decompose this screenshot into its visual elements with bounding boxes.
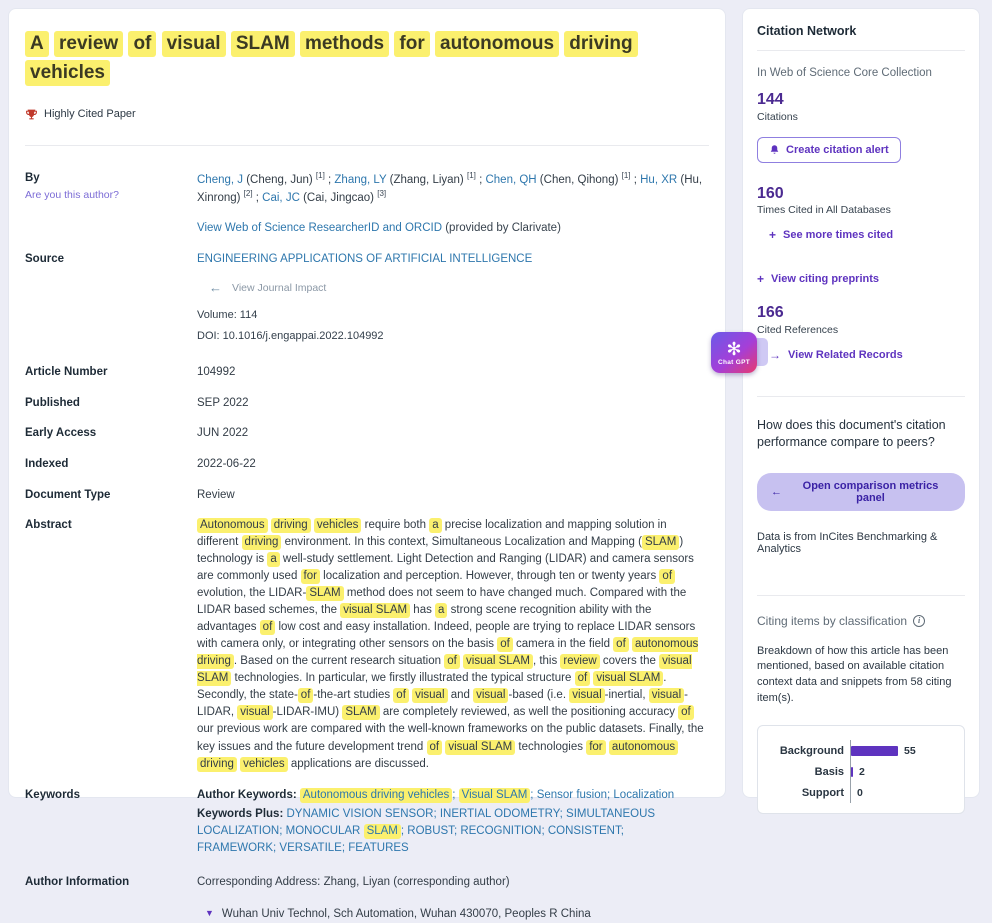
field-row-author-information (25, 874, 709, 923)
abstract-label: Abstract (25, 519, 72, 532)
text-segment: . Secondly, the state- (197, 672, 667, 702)
open-comparison-metrics-label: Open comparison metrics panel (802, 479, 939, 504)
text-segment: our previous work are compared with the well-known frameworks on the public datasets. Finally, the key issues and the future development trend (197, 723, 704, 753)
citing-class-title: Citing items by classification (757, 613, 908, 628)
keyword-link[interactable]: VERSATILE (279, 842, 342, 855)
title-word: of (128, 31, 156, 57)
keyword-link[interactable]: ; (530, 788, 537, 801)
plus-icon: + (757, 272, 765, 287)
author-affiliation-number: [1] (621, 170, 631, 180)
keywords-label: Keywords (25, 788, 80, 801)
view-journal-impact-link[interactable] (209, 279, 705, 298)
highlighted-term: autonomous driving (197, 638, 699, 668)
keyword-link[interactable]: ; (341, 842, 349, 855)
arrow-left-icon: ← (771, 485, 782, 498)
view-citing-preprints-link[interactable] (757, 272, 965, 286)
highlighted-term: SLAM (642, 535, 679, 550)
title-word: autonomous (435, 31, 559, 57)
text-segment: low cost and easy installation. Indeed, people are trying to replace LIDAR sensors with camera only, or integrating other sensors on the basis (197, 621, 696, 651)
highlighted-term: of (575, 671, 591, 686)
by-label: By (25, 171, 40, 184)
text-segment: well-study settlement. Light Detection and Ranging (LIDAR) and camera sensors are commonly used (197, 553, 694, 583)
title-word: for (394, 31, 429, 57)
text-segment: camera in the field (512, 638, 614, 651)
author-fullname: (Cheng, Jun) (243, 173, 316, 186)
author-separator: ; (475, 173, 486, 186)
cited-references-label: Cited References (757, 323, 839, 336)
field-row-keywords (25, 787, 709, 860)
chatgpt-widget-label: Chat GPT (717, 358, 750, 366)
text-segment: has (410, 604, 436, 617)
citation-network-divider (757, 50, 965, 51)
times-cited-metric (757, 185, 965, 217)
caret-down-icon[interactable]: ▼ (205, 908, 214, 919)
keyword-link[interactable]: ; (279, 825, 286, 838)
peers-question: How does this document's citation performance compare to peers? (757, 417, 946, 449)
keywords-plus-label: Keywords Plus: (197, 807, 284, 820)
times-cited-count[interactable]: 160 (757, 184, 784, 202)
author-information-label: Author Information (25, 875, 130, 888)
authors-line (197, 170, 705, 207)
author-fullname: (Chen, Qihong) (536, 173, 622, 186)
highlighted-term: visual (569, 688, 604, 703)
author-fullname: (Zhang, Liyan) (386, 173, 467, 186)
highlighted-term: for (586, 740, 605, 755)
field-row-abstract (25, 517, 709, 772)
author-link[interactable]: Cheng, J (197, 173, 244, 186)
address-line: Wuhan Univ Technol, Sch Automation, Wuhan 430070, Peoples R China (221, 908, 591, 921)
title-word: review (54, 31, 123, 57)
title-word: A (25, 31, 49, 57)
author-affiliation-number: [1] (466, 170, 476, 180)
author-fullname: (Hu, Xinrong) (197, 173, 703, 205)
text-segment: method does not seem to have changed much. Compared with the LIDAR based schemes, the (197, 587, 687, 617)
back-arrow-icon: ← (209, 280, 222, 296)
author-keywords-line (197, 787, 705, 804)
arrow-right-icon: → (769, 347, 781, 362)
citing-class-description: Breakdown of how this article has been mentioned, based on available citation context data and snippets from 58 citing item(s). (757, 644, 952, 705)
highlighted-term: SLAM (342, 705, 379, 720)
keyword-link[interactable]: FEATURES (348, 842, 409, 855)
field-row-source (25, 251, 709, 350)
see-more-times-cited-label: See more times cited (783, 229, 894, 242)
keyword-link[interactable]: CONSISTENT (547, 825, 621, 838)
field-row-document-type (25, 487, 709, 504)
indexed-label: Indexed (25, 457, 69, 470)
article-number-label: Article Number (25, 365, 108, 378)
chart-bar (851, 746, 898, 756)
researcherid-link[interactable]: View Web of Science ResearcherID and ORCID (197, 221, 443, 234)
peers-divider (757, 396, 965, 397)
highlighted-term: autonomous (609, 740, 678, 755)
chart-category-label: Support (801, 786, 844, 799)
highlighted-term: Autonomous (197, 518, 268, 533)
keyword-link[interactable]: MONOCULAR (285, 825, 364, 838)
highlighted-term: review (560, 654, 599, 669)
field-row-early-access (25, 425, 709, 442)
keyword-link[interactable]: FRAMEWORK (197, 842, 274, 855)
author-fullname: (Cai, Jingcao) (299, 192, 378, 205)
keyword-link[interactable]: Localization (613, 788, 675, 801)
author-separator: ; (324, 173, 335, 186)
text-segment: -LIDAR, (197, 689, 688, 719)
author-keywords-label: Author Keywords: (197, 788, 297, 801)
chart-value: 0 (857, 786, 863, 799)
page-title (25, 29, 709, 88)
text-segment: and (447, 689, 474, 702)
chart-value: 2 (859, 765, 865, 778)
article-number-value: 104992 (197, 365, 236, 378)
view-related-records-label: View Related Records (788, 348, 903, 361)
keyword-link[interactable]: INERTIAL ODOMETRY (439, 807, 560, 820)
see-more-times-cited-link[interactable] (757, 228, 965, 242)
highlighted-term[interactable]: Visual SLAM (459, 788, 531, 803)
keyword-link[interactable]: ; (559, 807, 567, 820)
source-label: Source (25, 252, 64, 265)
highlighted-term: of (497, 637, 513, 652)
text-segment: ) technology is (197, 536, 684, 566)
highlighted-term: driving (197, 757, 237, 772)
text-segment: precise localization and mapping solution in different (197, 519, 667, 549)
early-access-label: Early Access (25, 427, 97, 440)
highlighted-term: vehicles (240, 757, 288, 772)
create-citation-alert-label: Create citation alert (786, 143, 889, 156)
text-segment: -inertial, (604, 689, 649, 702)
text-segment: require both (361, 519, 430, 532)
highlighted-term: driving (242, 535, 282, 550)
highly-cited-badge (25, 108, 709, 121)
text-segment: -LIDAR-IMU) (272, 706, 343, 719)
highlighted-term: vehicles (314, 518, 362, 533)
text-segment: evolution, the LIDAR- (197, 587, 307, 600)
text-segment: environment. In this context, Simultaneous Localization and Mapping ( (281, 536, 642, 549)
provided-by-note: (provided by Clarivate) (445, 221, 561, 234)
keywords-plus-line (197, 806, 705, 858)
text-segment: localization and perception. However, through ten or twenty years (319, 570, 660, 583)
trophy-icon (25, 108, 38, 121)
keyword-link[interactable]: RECOGNITION (460, 825, 542, 838)
highlighted-term: visual SLAM (593, 671, 663, 686)
highlighted-term: of (427, 740, 443, 755)
author-separator: ; (252, 192, 263, 205)
highlighted-term: visual SLAM (463, 654, 533, 669)
citation-network-panel (742, 8, 980, 798)
keyword-link[interactable]: ; (452, 788, 459, 801)
highlighted-term: of (613, 637, 629, 652)
citations-count[interactable]: 144 (757, 91, 784, 108)
title-word: driving (564, 31, 637, 57)
author-link[interactable]: Zhang, LY (334, 173, 387, 186)
chart-row (762, 740, 956, 761)
keyword-link[interactable]: ; (453, 825, 461, 838)
corresponding-address: Corresponding Address: Zhang, Liyan (corresponding author) (197, 875, 510, 888)
highlighted-term: SLAM (306, 586, 343, 601)
field-row-indexed (25, 456, 709, 473)
text-segment: technologies. In particular, we firstly illustrated the typical structure (231, 672, 575, 685)
cited-references-count[interactable]: 166 (757, 304, 784, 322)
citing-class-chart (757, 725, 965, 814)
author-affiliation-number: [2] (243, 189, 253, 199)
author-link[interactable]: Hu, XR (640, 173, 678, 186)
volume-value: Volume: 114 (197, 309, 258, 322)
highlighted-term: a (429, 518, 441, 533)
text-segment: . Based on the current research situation (233, 655, 445, 668)
highlighted-term: driving (271, 518, 311, 533)
early-access-value: JUN 2022 (197, 427, 249, 440)
text-segment: , this (532, 655, 561, 668)
citations-label: Citations (757, 110, 798, 123)
text-segment: are completely reviewed, as well the positioning accuracy (379, 706, 679, 719)
keyword-link[interactable]: ; (273, 842, 280, 855)
keyword-link[interactable]: ; (400, 825, 408, 838)
title-word: SLAM (231, 31, 295, 57)
highlighted-term: visual (473, 688, 508, 703)
citations-metric (757, 91, 965, 123)
highlighted-term: of (260, 620, 276, 635)
highlighted-term: a (267, 552, 279, 567)
title-word: vehicles (25, 60, 110, 86)
highlighted-term[interactable]: SLAM (364, 824, 401, 839)
field-row-by (25, 170, 709, 237)
published-label: Published (25, 396, 80, 409)
are-you-author-link[interactable]: Are you this author? (25, 188, 119, 201)
citing-class-divider (757, 595, 965, 596)
title-word: methods (300, 31, 389, 57)
highlighted-term[interactable]: Autonomous driving vehicles (300, 788, 452, 803)
published-value: SEP 2022 (197, 396, 249, 409)
text-segment: -based (i.e. (508, 689, 570, 702)
create-citation-alert-button[interactable] (757, 137, 901, 163)
keyword-link[interactable]: ROBUST (407, 825, 454, 838)
incites-note: Data is from InCites Benchmarking & Analytics (757, 530, 938, 555)
author-link[interactable]: Cai, JC (262, 192, 300, 205)
document-type-value: Review (197, 488, 235, 501)
keyword-link[interactable]: ; (607, 788, 614, 801)
core-collection-label: In Web of Science Core Collection (757, 67, 932, 79)
highlighted-term: of (298, 688, 314, 703)
author-link[interactable]: Chen, QH (485, 173, 537, 186)
citing-class-title-row (757, 614, 965, 628)
keyword-link[interactable]: ; (433, 807, 440, 820)
text-segment: covers the (599, 655, 660, 668)
times-cited-label: Times Cited in All Databases (757, 204, 891, 217)
indexed-value: 2022-06-22 (197, 457, 256, 470)
cited-references-metric (757, 304, 965, 336)
title-divider (25, 145, 709, 146)
chatgpt-logo-icon: ✻ (726, 338, 742, 359)
highlighted-term: visual SLAM (340, 603, 410, 618)
view-journal-impact-label: View Journal Impact (232, 282, 327, 295)
highlighted-term: visual SLAM (445, 740, 515, 755)
document-type-label: Document Type (25, 488, 111, 501)
title-word: visual (162, 31, 226, 57)
open-comparison-metrics-button[interactable] (757, 473, 965, 511)
abstract-text (197, 517, 709, 772)
text-segment: strong scene recognition ability with the advantages (197, 604, 652, 634)
highly-cited-label: Highly Cited Paper (44, 108, 136, 121)
keyword-link[interactable]: Sensor fusion (536, 788, 608, 801)
doi-value: DOI: 10.1016/j.engappai.2022.104992 (197, 330, 384, 342)
text-segment: applications are discussed. (287, 757, 429, 770)
chatgpt-widget-button[interactable] (711, 332, 757, 373)
author-separator: ; (630, 173, 641, 186)
highlighted-term: visual SLAM (197, 655, 692, 685)
keyword-link[interactable]: DYNAMIC VISION SENSOR (286, 807, 434, 820)
chart-category-label: Background (779, 744, 844, 757)
keyword-link[interactable]: ; (620, 825, 624, 838)
highlighted-term: of (678, 705, 694, 720)
view-citing-preprints-label: View citing preprints (771, 273, 880, 286)
text-segment: -the-art studies (313, 689, 394, 702)
chart-category-label: Basis (814, 765, 844, 778)
highlighted-term: visual (412, 688, 447, 703)
keyword-link[interactable]: SIMULTANEOUS LOCALIZATION (197, 807, 656, 838)
view-related-records-link[interactable] (757, 348, 965, 362)
highlighted-term: of (444, 654, 460, 669)
author-affiliation-number: [1] (315, 170, 325, 180)
info-icon[interactable]: i (913, 615, 925, 627)
paper-detail-card (8, 8, 726, 921)
highlighted-term: visual (649, 688, 684, 703)
keyword-link[interactable]: ; (541, 825, 548, 838)
highlighted-term: for (301, 569, 320, 584)
field-row-published (25, 395, 709, 412)
highlighted-term: visual (237, 705, 272, 720)
plus-icon: + (769, 228, 777, 243)
author-affiliation-number: [3] (377, 189, 387, 199)
bell-icon (769, 144, 780, 156)
highlighted-term: a (435, 603, 447, 618)
field-row-article-number (25, 364, 709, 381)
journal-link[interactable]: ENGINEERING APPLICATIONS OF ARTIFICIAL INTELLIGENCE (197, 252, 533, 265)
chart-row (762, 782, 956, 803)
highlighted-term: of (393, 688, 409, 703)
highlighted-term: of (659, 569, 675, 584)
citation-network-title: Citation Network (757, 24, 857, 38)
chart-value: 55 (904, 744, 916, 757)
text-segment: technologies (515, 740, 587, 753)
